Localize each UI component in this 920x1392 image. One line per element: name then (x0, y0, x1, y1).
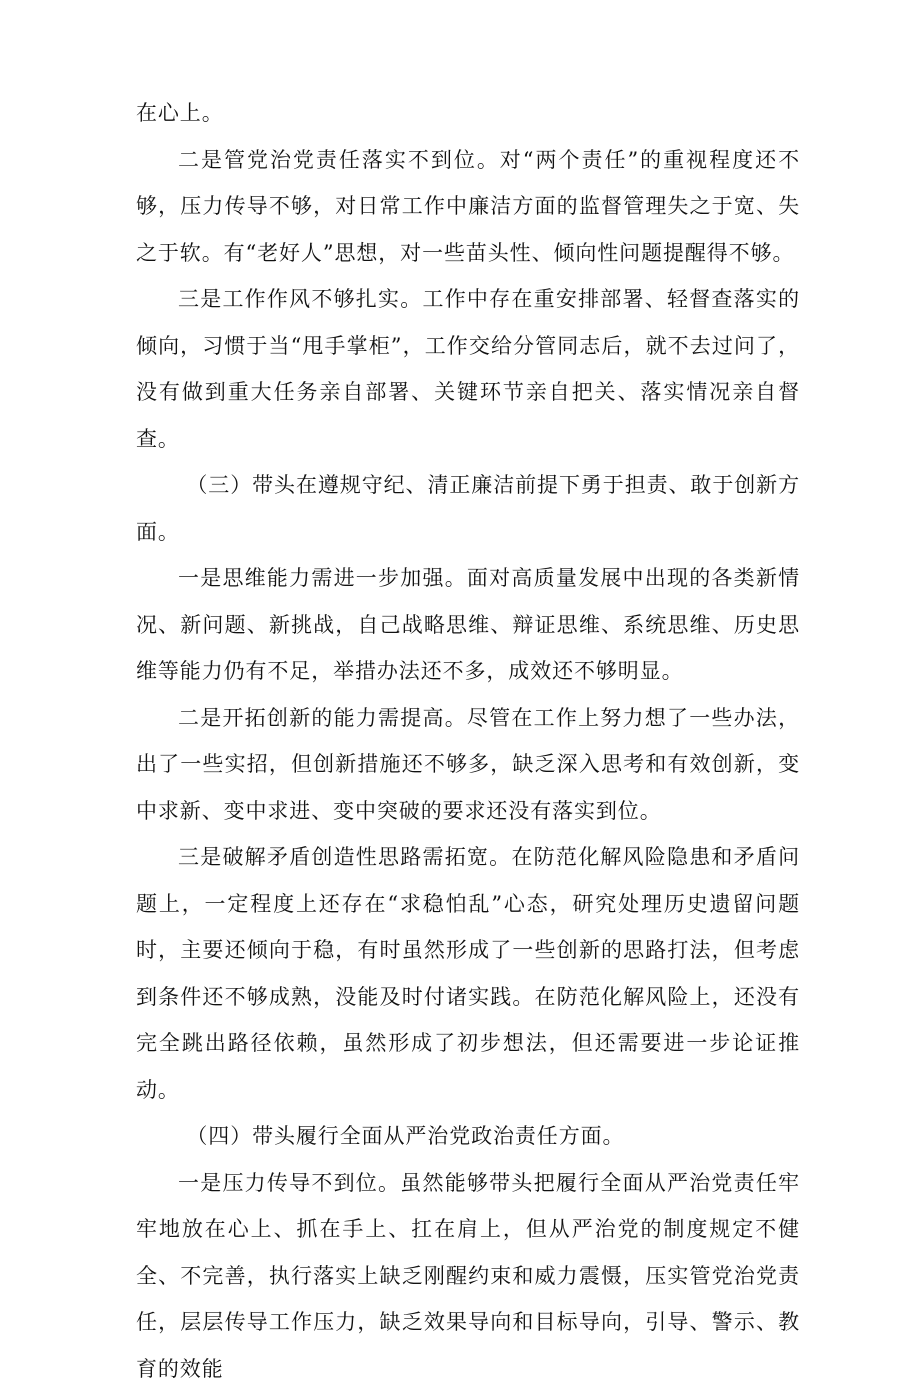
paragraph-continuation: 在心上。 (136, 90, 800, 137)
paragraph-innovation: 二是开拓创新的能力需提高。尽管在工作上努力想了一些办法，出了一些实招，但创新措施还不够多，缺乏深入思考和有效创新，变中求新、变中求进、变中突破的要求还没有落实到位。 (136, 695, 800, 835)
paragraph-pressure: 一是压力传导不到位。虽然能够带头把履行全面从严治党责任牢牢地放在心上、抓在手上、扛在肩上，但从严治党的制度规定不健全、不完善，执行落实上缺乏刚醒约束和威力震慑，压实管党治党责任，层层传导工作压力，缺乏效果导向和目标导向，引导、警示、教育的效能 (136, 1160, 800, 1392)
paragraph-work-style: 三是工作作风不够扎实。工作中存在重安排部署、轻督查落实的倾向，习惯于当“甩手掌柜”，工作交给分管同志后，就不去过问了，没有做到重大任务亲自部署、关键环节亲自把关、落实情况亲自督查。 (136, 276, 800, 462)
section-heading-three: （三）带头在遵规守纪、清正廉洁前提下勇于担责、敢于创新方面。 (136, 462, 800, 555)
document-body (136, 90, 800, 1392)
paragraph-contradictions: 三是破解矛盾创造性思路需拓宽。在防范化解风险隐患和矛盾问题上，一定程度上还存在“求稳怕乱”心态，研究处理历史遗留问题时，主要还倾向于稳，有时虽然形成了一些创新的思路打法，但考虑到条件还不够成熟，没能及时付诸实践。在防范化解风险上，还没有完全跳出路径依赖，虽然形成了初步想法，但还需要进一步论证推动。 (136, 834, 800, 1113)
paragraph-thinking-ability: 一是思维能力需进一步加强。面对高质量发展中出现的各类新情况、新问题、新挑战，自己战略思维、辩证思维、系统思维、历史思维等能力仍有不足，举措办法还不多，成效还不够明显。 (136, 555, 800, 695)
section-heading-four: （四）带头履行全面从严治党政治责任方面。 (136, 1113, 800, 1160)
paragraph-responsibility: 二是管党治党责任落实不到位。对“两个责任”的重视程度还不够，压力传导不够，对日常工作中廉洁方面的监督管理失之于宽、失之于软。有“老好人”思想，对一些苗头性、倾向性问题提醒得不够。 (136, 137, 800, 277)
